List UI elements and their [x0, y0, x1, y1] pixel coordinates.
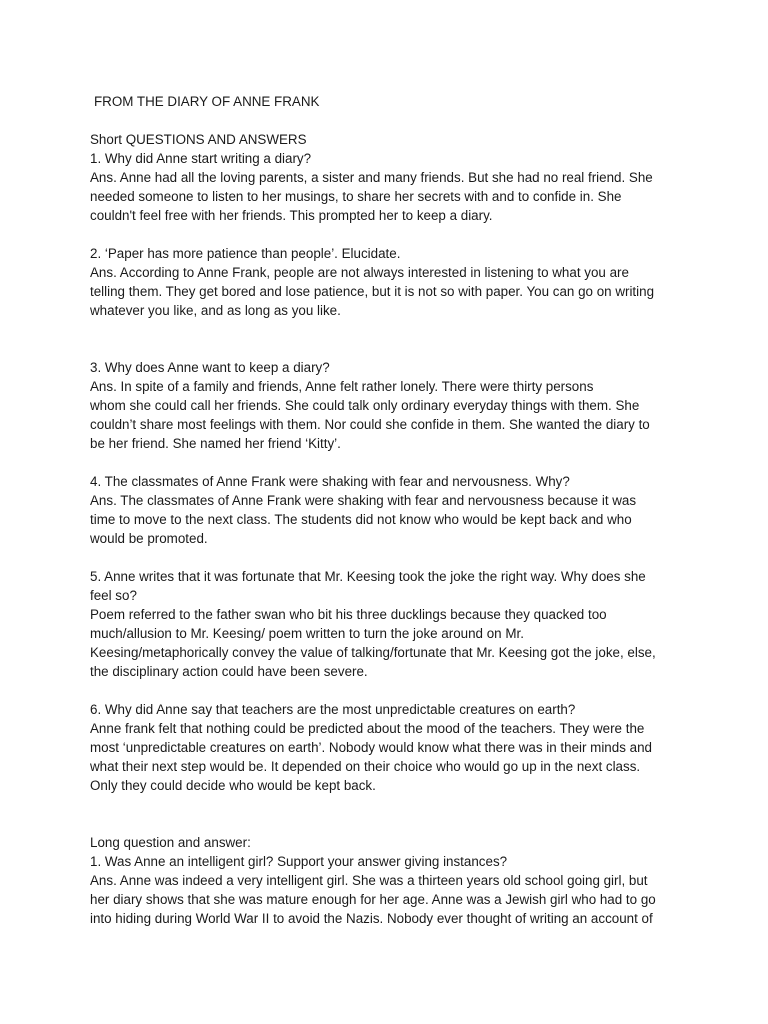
answer-4-line: Ans. The classmates of Anne Frank were shaking with fear and nervousness because it was: [90, 493, 637, 508]
spacer: [90, 111, 680, 130]
long-question-1: 1. Was Anne an intelligent girl? Support your answer giving instances?: [90, 854, 508, 869]
question-2: 2. ‘Paper has more patience than people’. Elucidate.: [90, 246, 401, 261]
spacer: [90, 795, 680, 833]
long-answer-1-line: her diary shows that she was mature enough for her age. Anne was a Jewish girl who had to go: [90, 892, 656, 907]
answer-5-line: much/allusion to Mr. Keesing/ poem written to turn the joke around on Mr.: [90, 626, 524, 641]
answer-3-line: Ans. In spite of a family and friends, Anne felt rather lonely. There were thirty persons: [90, 379, 594, 394]
long-answer-1-line: into hiding during World War II to avoid the Nazis. Nobody ever thought of writing an account of: [90, 911, 653, 926]
answer-6-line: Only they could decide who would be kept back.: [90, 778, 376, 793]
section-heading-long: Long question and answer:: [90, 835, 251, 850]
answer-6-line: what their next step would be. It depended on their choice who would go up in the next class.: [90, 759, 641, 774]
answer-6-line: most ‘unpredictable creatures on earth’. Nobody would know what there was in their minds and: [90, 740, 652, 755]
answer-2-line: Ans. According to Anne Frank, people are not always interested in listening to what you are: [90, 265, 629, 280]
answer-4-line: time to move to the next class. The students did not know who would be kept back and who: [90, 512, 632, 527]
spacer: [90, 453, 680, 472]
question-5-line: 5. Anne writes that it was fortunate that Mr. Keesing took the joke the right way. Why does she: [90, 569, 646, 584]
answer-1-line: couldn't feel free with her friends. This prompted her to keep a diary.: [90, 208, 493, 223]
question-5-line: feel so?: [90, 588, 137, 603]
spacer: [90, 548, 680, 567]
answer-3-line: whom she could call her friends. She could talk only ordinary everyday things with them. She: [90, 398, 640, 413]
answer-5-line: the disciplinary action could have been severe.: [90, 664, 368, 679]
spacer: [90, 320, 680, 358]
answer-3-line: couldn’t share most feelings with them. Nor could she confide in them. She wanted the diary to: [90, 417, 650, 432]
answer-4-line: would be promoted.: [90, 531, 208, 546]
answer-6-line: Anne frank felt that nothing could be predicted about the mood of the teachers. They were the: [90, 721, 645, 736]
long-answer-1-line: Ans. Anne was indeed a very intelligent girl. She was a thirteen years old school going girl, but: [90, 873, 648, 888]
answer-1-line: Ans. Anne had all the loving parents, a sister and many friends. But she had no real friend. She: [90, 170, 653, 185]
answer-1-line: needed someone to listen to her musings, to share her secrets with and to confide in. She: [90, 189, 622, 204]
spacer: [90, 681, 680, 700]
answer-3-line: be her friend. She named her friend ‘Kitty’.: [90, 436, 341, 451]
answer-5-line: Poem referred to the father swan who bit his three ducklings because they quacked too: [90, 607, 607, 622]
answer-2-line: telling them. They get bored and lose patience, but it is not so with paper. You can go on writing: [90, 284, 655, 299]
question-4: 4. The classmates of Anne Frank were shaking with fear and nervousness. Why?: [90, 474, 570, 489]
answer-5-line: Keesing/metaphorically convey the value of talking/fortunate that Mr. Keesing got the joke, else,: [90, 645, 656, 660]
spacer: [90, 225, 680, 244]
question-1: 1. Why did Anne start writing a diary?: [90, 151, 312, 166]
answer-2-line: whatever you like, and as long as you like.: [90, 303, 341, 318]
question-3: 3. Why does Anne want to keep a diary?: [90, 360, 330, 375]
question-6: 6. Why did Anne say that teachers are the most unpredictable creatures on earth?: [90, 702, 576, 717]
document-page: [90, 92, 680, 928]
document-title: FROM THE DIARY OF ANNE FRANK: [94, 94, 320, 109]
section-heading-short: Short QUESTIONS AND ANSWERS: [90, 132, 307, 147]
